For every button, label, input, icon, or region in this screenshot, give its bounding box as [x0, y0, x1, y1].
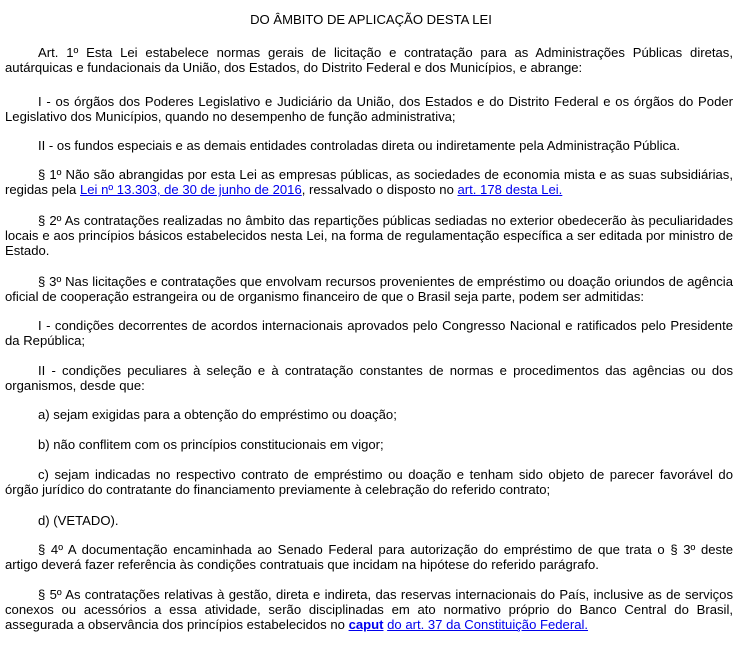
paragraph-5-text-a: § 5º As contratações relativas à gestão, direta e indireta, das reservas internacionais do País, inclusive as de serviços conexos ou acessórios a essa atividade, serão disciplinadas em ato normativo próprio do Banco Central do Brasil, assegurada a observância dos princípios estabelecidos no	[5, 587, 733, 632]
paragraph-1-text-b: , ressalvado o disposto no	[301, 182, 458, 197]
article-1: Art. 1º Esta Lei estabelece normas gerais de licitação e contratação para as Administrações Públicas diretas, autárquicas e fundacionais da União, dos Estados, do Distrito Federal e dos Municípios, e abrange:	[5, 45, 733, 75]
paragraph-1-text-a: § 1º Não são abrangidas por esta Lei as empresas públicas, as sociedades de economia mista e as suas subsidiárias, regidas pela	[5, 167, 733, 197]
paragraph-2: § 2º As contratações realizadas no âmbito das repartições públicas sediadas no exterior obedecerão às peculiaridades locais e aos princípios básicos estabelecidos nesta Lei, na forma de regulamentação específica a ser editada por ministro de Estado.	[5, 213, 733, 258]
article-1-item-ii: II - os fundos especiais e as demais entidades controladas direta ou indiretamente pela Administração Pública.	[38, 138, 680, 153]
caput-link[interactable]: caput	[348, 617, 384, 632]
article-1-item-i: I - os órgãos dos Poderes Legislativo e Judiciário da União, dos Estados e do Distrito Federal e os órgãos do Poder Legislativo dos Municípios, quando no desempenho de função administrativa;	[5, 94, 733, 124]
law-13303-link[interactable]: Lei nº 13.303, de 30 de junho de 2016	[79, 182, 302, 197]
section-title: DO ÂMBITO DE APLICAÇÃO DESTA LEI	[250, 12, 492, 27]
item-d: d) (VETADO).	[38, 513, 119, 528]
paragraph-5	[5, 587, 733, 632]
paragraph-3-item-ii: II - condições peculiares à seleção e à contratação constantes de normas e procedimentos das agências ou dos organismos, desde que:	[5, 363, 733, 393]
art-178-link[interactable]: art. 178 desta Lei.	[457, 182, 563, 197]
constitution-art-37-link[interactable]: do art. 37 da Constituição Federal.	[387, 617, 589, 632]
paragraph-3: § 3º Nas licitações e contratações que envolvam recursos provenientes de empréstimo ou doação oriundos de agência oficial de cooperação estrangeira ou de organismo financeiro de que o Brasil seja parte, podem ser admitidas:	[5, 274, 733, 304]
item-b: b) não conflitem com os princípios constitucionais em vigor;	[38, 437, 384, 452]
paragraph-4: § 4º A documentação encaminhada ao Senado Federal para autorização do empréstimo de que trata o § 3º deste artigo deverá fazer referência às condições contratuais que incidam na hipótese do referido parágrafo.	[5, 542, 733, 572]
paragraph-3-item-i: I - condições decorrentes de acordos internacionais aprovados pelo Congresso Nacional e ratificados pelo Presidente da República;	[5, 318, 733, 348]
paragraph-1	[5, 167, 733, 197]
item-c: c) sejam indicadas no respectivo contrato de empréstimo ou doação e tenham sido objeto de parecer favorável do órgão jurídico do contratante do financiamento previamente à celebração do referido contrato;	[5, 467, 733, 497]
item-a: a) sejam exigidas para a obtenção do empréstimo ou doação;	[38, 407, 397, 422]
